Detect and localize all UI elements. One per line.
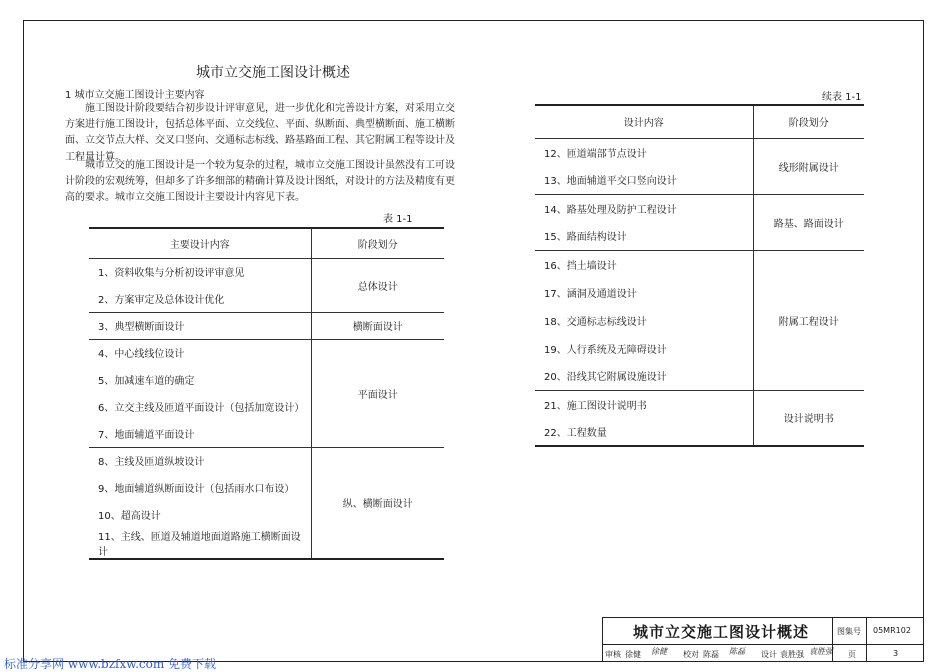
title-block-divider [603, 644, 923, 645]
table-cell: 9、地面辅道纵断面设计（包括雨水口布设） [98, 484, 295, 495]
stage-cell: 线形附属设计 [753, 138, 864, 194]
stage-cell: 横断面设计 [311, 312, 444, 339]
paragraph-2: 城市立交的施工图设计是一个较为复杂的过程，城市立交施工图设计虽然没有工可设计阶段的宏观统筹，但却多了许多细部的精确计算及设计图纸，对设计的方法及精度有更高的要求。城市立交施工图设计主要设计内容见下表。 [65, 160, 455, 204]
table-cell: 4、中心线线位设计 [98, 349, 185, 361]
table-cell: 16、挡土墙设计 [544, 260, 617, 272]
paragraph-1: 施工图设计阶段要结合初步设计评审意见，进一步优化和完善设计方案，对采用立交方案进行施工图设计，包括总体平面、立交线位、平面、纵断面、典型横断面、施工横断面、立交节点大样、交叉口竖向、交通标志标线、路基路面工程、其它附属工程等设计及工程量计算。 [65, 103, 455, 163]
header-cell: 主要设计内容 [89, 228, 311, 258]
table-cell: 6、立交主线及匝道平面设计（包括加宽设计） [98, 403, 305, 414]
table-cell: 17、涵洞及通道设计 [544, 288, 637, 300]
design-name: 袁胜强 [780, 650, 804, 659]
table-row [89, 447, 444, 474]
stage-cell: 路基、路面设计 [753, 194, 864, 250]
page-label: 页 [848, 650, 856, 659]
table-cell: 8、主线及匝道纵坡设计 [98, 457, 205, 469]
review-name: 徐健 [625, 650, 641, 659]
title-block-title: 城市立交施工图设计概述 [633, 623, 810, 641]
table-right-label: 续表 1-1 [822, 92, 862, 103]
stage-cell: 总体设计 [311, 258, 444, 312]
check-name: 陈磊 [703, 650, 719, 659]
table-cell: 21、施工图设计说明书 [544, 400, 647, 412]
table-cell: 20、沿线其它附属设施设计 [535, 362, 753, 390]
review-signature: 徐健 [651, 647, 667, 656]
table-cell: 15、路面结构设计 [535, 222, 753, 250]
stage-cell: 平面设计 [311, 339, 444, 447]
stage-cell: 纵、横断面设计 [311, 447, 444, 559]
check-signature: 陈磊 [729, 647, 745, 656]
table-cell: 10、超高设计 [98, 511, 161, 522]
footer-watermark[interactable]: 标准分享网 www.bzfxw.com 免费下载 [4, 657, 217, 671]
table-row [535, 250, 864, 278]
header-cell: 阶段划分 [753, 105, 864, 138]
page-title: 城市立交施工图设计概述 [196, 65, 350, 81]
table-cell: 2、方案审定及总体设计优化 [89, 285, 311, 312]
table-cell: 19、人行系统及无障碍设计 [544, 344, 667, 356]
table-row [535, 390, 864, 418]
stage-cell: 设计说明书 [753, 390, 864, 446]
design-signature: 袁胜强 [809, 647, 833, 656]
table-cell: 3、典型横断面设计 [89, 312, 311, 339]
table-cell: 5、加减速车道的确定 [98, 376, 195, 387]
atlas-number: 05MR102 [873, 626, 911, 635]
page-number: 3 [893, 649, 899, 658]
check-label: 校对 [683, 650, 699, 659]
header-cell: 设计内容 [535, 105, 753, 138]
table-left [89, 227, 444, 560]
atlas-label: 图集号 [837, 627, 861, 636]
table-row [89, 312, 444, 339]
table-row [89, 339, 444, 366]
stage-cell: 附属工程设计 [753, 250, 864, 390]
table-cell: 22、工程数量 [544, 428, 607, 439]
table-cell: 18、交通标志标线设计 [544, 316, 647, 328]
table-cell: 13、地面辅道平交口竖向设计 [535, 166, 753, 194]
table-row [535, 138, 864, 166]
table-header [89, 228, 444, 258]
table-header [535, 105, 864, 138]
table-left-label: 表 1-1 [383, 214, 413, 225]
table-cell: 1、资料收集与分析初设评审意见 [98, 268, 245, 280]
header-cell: 阶段划分 [311, 228, 444, 258]
table-row [535, 194, 864, 222]
table-row [89, 258, 444, 285]
review-label: 审核 [605, 650, 621, 659]
table-cell: 7、地面辅道平面设计 [89, 420, 311, 447]
section-heading: 1 城市立交施工图设计主要内容 [65, 90, 205, 101]
design-label: 设计 [761, 650, 777, 659]
table-right [535, 104, 864, 447]
table-cell: 11、主线、匝道及辅道地面道路施工横断面设计 [98, 532, 301, 558]
table-cell: 12、匝道端部节点设计 [544, 148, 647, 160]
table-cell: 14、路基处理及防护工程设计 [544, 204, 677, 216]
title-block [602, 617, 924, 662]
